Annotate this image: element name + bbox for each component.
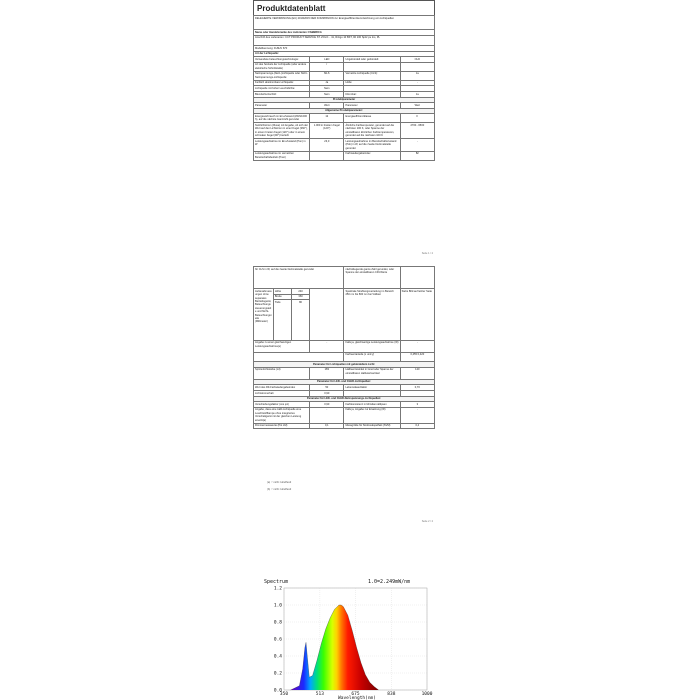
param-value: 12 [310, 114, 344, 123]
y-axis [274, 586, 282, 694]
param-value: 1.000 in breitem Kegel (120°) [310, 123, 344, 139]
directional-header: Parameter für Lichtquellen mit gebündeltem Licht: [254, 361, 435, 367]
table-row [254, 62, 435, 71]
param-label: Nutzlichtstrom (Φuse) mit Angabe, ob sich der Wert auf den Lichtstrom in einer Kugel (360°), in einem breiten Kegel (120°) oder in einem schmalen Kegel (90°) bezieht [255, 123, 308, 138]
param-value: 0,90 [310, 402, 344, 408]
led-net-header: Parameter für LED- und OLED-Netzspannungs-Lichtquellen: [254, 396, 435, 402]
footnote: (a) '-' nicht zutreffend [267, 481, 292, 484]
table-row [254, 151, 435, 160]
continued-left: für CLS in W, auf die zweite Dezimalstelle gerundet [254, 267, 344, 289]
dim-value: 240 [292, 289, 310, 295]
param-label: Art des Sockels der Lichtquelle (oder andere elektrische Schnittstelle) [254, 62, 310, 71]
param-value: - [310, 407, 344, 423]
table-row [254, 71, 435, 80]
value-head: Wert [400, 103, 434, 109]
param-value: 50 [310, 385, 344, 391]
param-label: Hülle: [344, 80, 400, 86]
dim-label: Breite [273, 294, 291, 300]
param-value: Nein [310, 86, 344, 92]
y-tick-label: 0.8 [273, 620, 282, 626]
param-value: 0,1 [310, 423, 344, 429]
spectral-label: Spektrale Strahlungsverteilung im Bereich 250 nm bis 800 nm bei Volllast [344, 289, 400, 340]
param-value [310, 151, 344, 160]
param-label: Energieeffizienzklasse [344, 114, 400, 123]
param-value: Ja [310, 80, 344, 86]
param-head: Parameter [344, 103, 400, 109]
param-label: Farblich abstimmbare Lichtquelle: [254, 80, 310, 86]
param-value: 0,4 [400, 423, 434, 429]
supplier-name: Name oder Handelsmarke des Lieferanten: FABBRICA [254, 30, 435, 36]
y-tick-label: 0.2 [273, 671, 282, 677]
param-value: MLS [310, 71, 344, 80]
value-head: Wert [310, 103, 344, 109]
equiv-value: - [310, 340, 344, 352]
dim-value: 80 [292, 300, 310, 340]
spectrum-chart [262, 574, 434, 700]
param-label: Verwendete beleuchtungstechnologie: [254, 57, 310, 63]
led-header: Parameter für LED- und OLED-Lichtquellen: [254, 379, 435, 385]
x-tick-label: 838 [387, 692, 396, 697]
x-tick-label: 1000 [421, 692, 433, 697]
equiv-yes-value: - [400, 340, 434, 352]
x-axis-label: Wavelength(nm) [338, 696, 376, 700]
param-value: / [310, 62, 344, 71]
param-label: Lichtquelle mit hoher Leuchtdichte: [254, 86, 310, 92]
footnote: (b) '-' nicht zutreffend [267, 488, 292, 491]
param-value: - [400, 80, 434, 86]
param-value: 0,70 [400, 385, 434, 391]
equiv-yes-label: Falls ja, gleichwertige Leistungsaufnahme (W) [344, 340, 400, 352]
param-label: Vernetzte Lichtquelle (CLS): [344, 71, 400, 80]
param-label: Ungebündelt oder gebündelt: [344, 57, 400, 63]
spectral-value: Siehe Bild auf letzter Seite [400, 289, 434, 340]
datasheet-table-1 [253, 15, 435, 161]
table-row [254, 423, 435, 429]
param-label: Verschiebungsfaktor (cos φ1) [254, 402, 310, 408]
lamp-type-header: Art der Lichtquelle: [254, 51, 435, 57]
dir-value: 120 [400, 367, 434, 379]
table-row [254, 123, 435, 139]
datasheet-page-1 [253, 0, 435, 258]
led-rows [254, 385, 435, 396]
product-params-header: Produktparameter [254, 97, 435, 103]
chroma-label: Farbwertanteile (x und y) [344, 352, 400, 361]
param-value: Nein [310, 91, 344, 97]
chart-annotation: 1.0=2.249mW/nm [368, 579, 411, 585]
dir-label: Spitzenlichtstärke (cd) [254, 367, 310, 379]
param-value: 3 [400, 402, 434, 408]
param-label: Leistungsaufnahme im Ein-Zustand (Pon) in W [254, 139, 310, 151]
param-value: 0,90 [310, 390, 344, 396]
table-row [254, 114, 435, 123]
param-label: Ähnliche Farbtemperatur, gerundet auf die nächsten 100 K, oder Spanne der einstellbaren ähnlichen Farbtemperaturen, gerundet auf die nächsten 100 K [344, 123, 400, 139]
param-value [400, 62, 434, 71]
table-row [254, 139, 435, 151]
param-value: Ja [400, 71, 434, 80]
dir-label: Halbwertswinkel in Grad oder Spanne der einstellbaren Halbwertswinkel [344, 367, 400, 379]
param-value: 2700...6500 [400, 123, 434, 139]
supplier-address: Anschrift des Lieferanten: CCT PRODUCT SERVICE ST. ZOLO... 41, Rizigo 10 BKT, 90 100 Spitz pu Ins, PL [254, 35, 435, 45]
x-tick-label: 350 [279, 692, 289, 697]
page-number: Seite 1 / 2 [421, 252, 433, 255]
y-tick-label: 0.0 [273, 688, 282, 694]
dim-value: 360 [292, 294, 310, 300]
param-value: - [400, 407, 434, 423]
param-label: Flimmermesswerte (Pst LM) [254, 423, 310, 429]
param-label: Wert des R9-Farbwiedergabeindex [254, 385, 310, 391]
chroma-value: 0,455 0,420 [400, 352, 434, 361]
param-value: F [400, 114, 434, 123]
param-label: Leistungsaufnahme im Bereitschaftszustand (Psb) in W, auf die zweite Dezimalstelle gerundet [344, 139, 400, 151]
param-label: Dimmbar: [344, 91, 400, 97]
dimensions-label: Außenabmessungen ohne separates Betriebsgerät, Beleuchtungssteuerungsteile und Nicht-Beleuchtungsteile (Millimeter) [254, 289, 274, 340]
param-label: Netzspannungs-(Netz-)Lichtquelle oder Nicht-Netzspannungs-Lichtquelle: [255, 72, 308, 79]
param-label: Farbkonsistenz in McAdam-Ellipsen [344, 402, 400, 408]
param-label: Falls ja, Angabe zur Ersetzung (W) [344, 407, 400, 423]
table-row [254, 407, 435, 423]
dir-value: 183 [310, 367, 344, 379]
general-params-header: Allgemeine Produktparameter: [254, 108, 435, 114]
param-label: Lebensdauerfaktor [344, 385, 400, 391]
param-label [344, 62, 400, 71]
x-tick-label: 513 [315, 692, 324, 697]
param-value: - [400, 139, 434, 151]
page-title: Produktdatenblatt [253, 0, 435, 15]
param-label: Blendschutzschild: [254, 91, 310, 97]
continued-right: nächstliegende ganze Zahl gerundet, oder Spanne der einstellbaren CRI-Werte [344, 267, 400, 289]
param-label: Leistungsaufnahme im vernetzten Bereitschaftsbetrieb (Pnet) [254, 151, 310, 160]
param-value: 23,0 [310, 139, 344, 151]
lamp-type-rows [254, 57, 435, 97]
datasheet-page-2 [253, 266, 435, 526]
general-rows [254, 114, 435, 160]
chart-title: Spectrum [264, 579, 289, 585]
datasheet-table-2 [253, 266, 435, 429]
dim-label: Tiefe [273, 300, 291, 340]
y-tick-label: 1.0 [273, 603, 282, 609]
param-label: Energieverbrauch im Ein-Zustand (kWh/1000 h), auf die nächste Ganzzahl gerundet [254, 114, 310, 123]
param-label: Angabe, dass eine LED-Lichtquelle eine Leuchtstofflampe ohne integriertes Vorschaltgerät mit der gleichen Leistung ersetzt(a) [254, 407, 310, 423]
led-net-rows [254, 402, 435, 429]
page-number: Seite 2 / 2 [421, 520, 433, 523]
equiv-label: Angabe zu einer gleichwertigen Leistungsaufnahme(a) [254, 340, 310, 352]
param-label: Messgröße für Stroboskopeffekt (SVM) [344, 423, 400, 429]
param-value: 82 [400, 151, 434, 160]
y-tick-label: 0.6 [273, 637, 282, 643]
x-tick-label: 675 [351, 692, 360, 697]
regulation-intro: DELEGIERTE VERORDNUNG (EU) 2019/2015 DER KOMMISSION zur Energieeffizienzkennzeichnung von Lichtquellen [254, 16, 435, 30]
param-head: Parameter [254, 103, 310, 109]
param-value: LED [310, 57, 344, 63]
param-value: Ja [400, 91, 434, 97]
param-label: Lichtstromerhalt [254, 390, 310, 396]
y-tick-label: 0.4 [273, 654, 282, 660]
param-value: OLD [400, 57, 434, 63]
model-id: Modellkennung: FL8HV 670 [254, 45, 435, 51]
dim-label: Höhe [273, 289, 291, 295]
param-label: Farbwiedergabeindex [344, 151, 400, 160]
y-tick-label: 1.2 [273, 586, 282, 592]
